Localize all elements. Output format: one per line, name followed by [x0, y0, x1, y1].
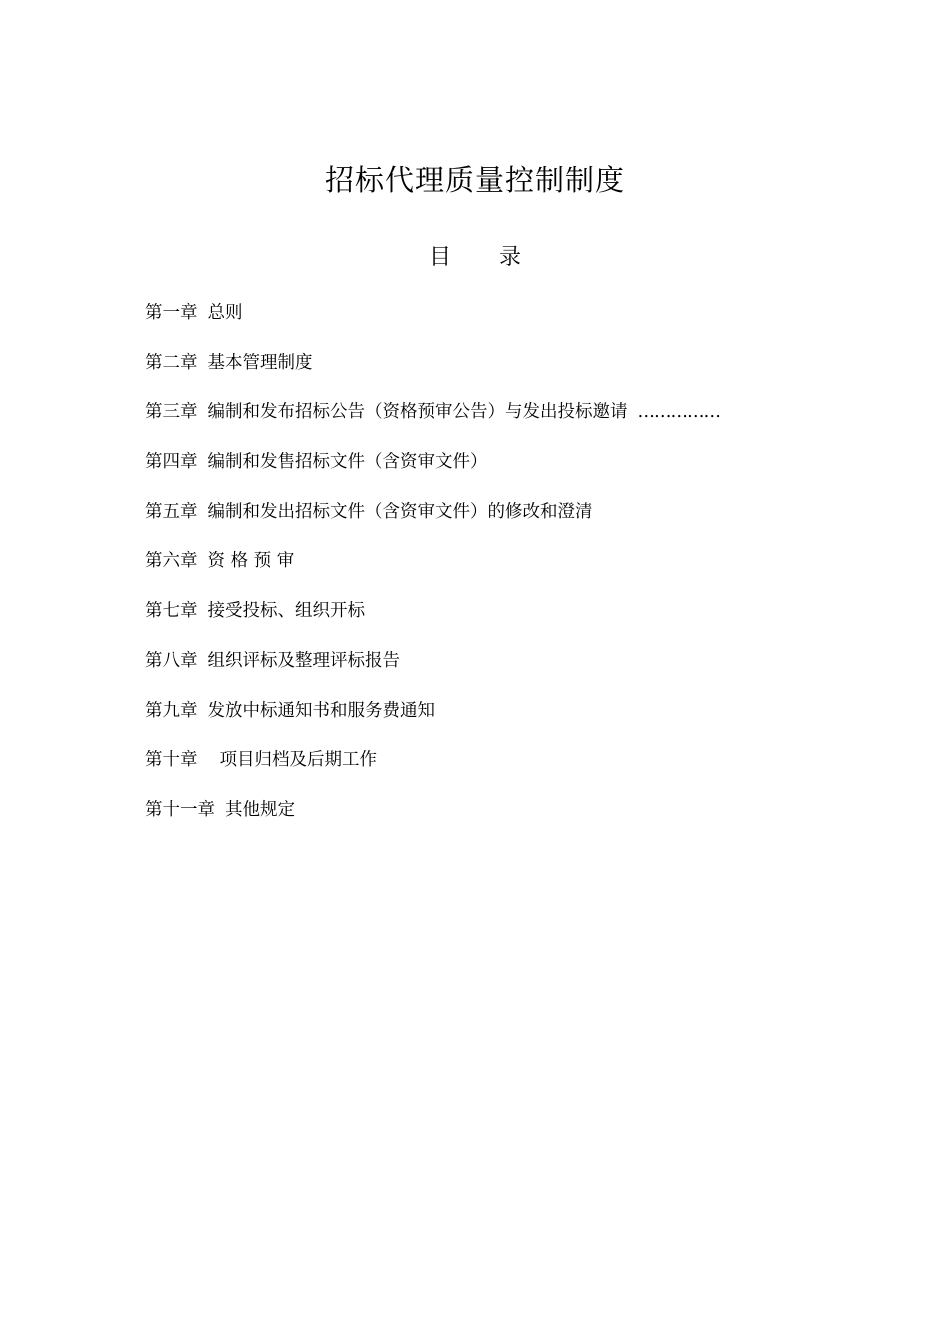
toc-chapter-title: 项目归档及后期工作: [219, 750, 377, 771]
toc-chapter-label: 第十一章: [145, 799, 215, 820]
toc-chapter-title: 编制和发布招标公告（资格预审公告）与发出投标邀请: [207, 402, 628, 423]
toc-chapter-label: 第二章: [145, 352, 198, 373]
toc-chapter-label: 第四章: [145, 452, 198, 473]
toc-chapter-title: 资 格 预 审: [207, 551, 295, 572]
toc-chapter-title: 总则: [207, 303, 243, 323]
toc-item-chapter-11: [145, 795, 925, 845]
toc-item-chapter-9: [145, 696, 925, 746]
toc-chapter-title: 编制和发出招标文件（含资审文件）的修改和澄清: [207, 501, 593, 522]
toc-item-chapter-7: [145, 596, 925, 646]
toc-item-chapter-2: [145, 348, 925, 398]
toc-chapter-label: 第一章: [145, 303, 198, 323]
toc-item-chapter-8: [145, 646, 925, 696]
toc-chapter-title: 其他规定: [225, 799, 295, 820]
toc-chapter-title: 接受投标、组织开标: [207, 601, 365, 622]
toc-dot-leader: ……………: [637, 402, 720, 423]
toc-chapter-label: 第三章: [145, 402, 198, 423]
document-title: 招标代理质量控制制度: [324, 163, 625, 197]
toc-heading-right: 录: [499, 245, 522, 270]
toc-item-chapter-4: [145, 447, 925, 497]
toc-chapter-title: 发放中标通知书和服务费通知: [207, 700, 435, 721]
toc-item-chapter-5: [145, 497, 925, 547]
toc-chapter-title: 组织评标及整理评标报告: [207, 650, 400, 671]
table-of-contents: [145, 298, 925, 845]
toc-item-chapter-6: [145, 546, 925, 596]
toc-chapter-label: 第六章: [145, 551, 198, 572]
toc-heading-left: 目: [428, 245, 451, 270]
toc-item-chapter-3: [145, 397, 925, 447]
toc-item-chapter-1: [145, 298, 925, 348]
toc-item-chapter-10: [145, 745, 925, 795]
toc-chapter-label: 第八章: [145, 650, 198, 671]
toc-chapter-label: 第九章: [145, 700, 198, 721]
toc-chapter-title: 基本管理制度: [207, 352, 313, 373]
toc-chapter-title: 编制和发售招标文件（含资审文件）: [207, 452, 488, 473]
toc-chapter-label: 第五章: [145, 501, 198, 522]
toc-heading: [0, 240, 950, 276]
toc-chapter-label: 第七章: [145, 601, 198, 622]
toc-chapter-label: 第十章: [145, 750, 198, 771]
